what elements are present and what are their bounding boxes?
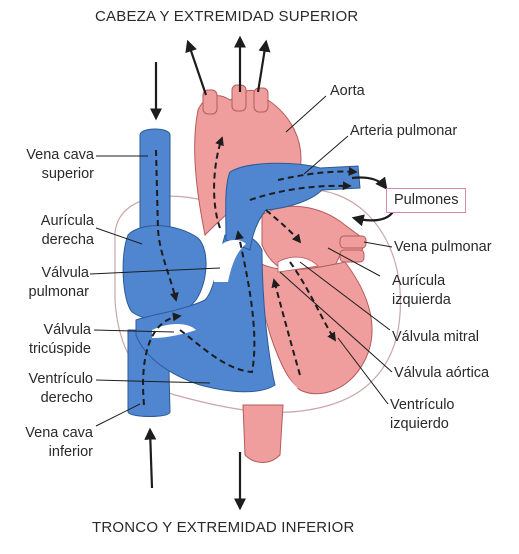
label-valvula-mitral: Válvula mitral [392,329,480,345]
leader-aorta [286,96,326,132]
label-auricula-derecha [41,212,94,250]
label-auricula-izquierda [392,272,451,310]
label-vena-cava-superior [26,146,94,184]
label-valvula-aortica: Válvula aórtica [394,365,490,381]
label-line: superior [41,166,94,182]
bottom-caption: TRONCO Y EXTREMIDAD INFERIOR [92,519,355,536]
superior-vena-cava [140,129,170,235]
top-caption: CABEZA Y EXTREMIDAD SUPERIOR [95,8,359,25]
arrow-from-trunk [150,430,152,488]
label-line: derecho [40,390,93,406]
label-vena-cava-inferior [25,424,93,462]
label-arteria-pulmonar: Arteria pulmonar [350,123,458,139]
label-valvula-pulmonar [29,264,89,302]
label-line: tricúspide [28,341,91,357]
label-ventriculo-izquierdo [390,396,455,434]
label-vena-pulmonar: Vena pulmonar [394,239,492,255]
label-aorta: Aorta [330,83,365,99]
label-line: Aurícula [392,273,446,289]
label-line: derecha [41,232,94,248]
label-line: Válvula [41,265,89,281]
label-line: izquierdo [390,416,449,432]
arrow-to-head-3 [258,42,266,92]
arrow-to-head-1 [188,42,206,95]
label-line: Vena cava [25,425,93,441]
label-ventriculo-derecho [29,370,94,408]
label-line: Aurícula [40,213,94,229]
label-line: Vena cava [26,147,94,163]
aorta-branch-3 [254,88,268,112]
label-line: pulmonar [28,284,89,300]
label-line: inferior [48,444,93,460]
label-line: Ventrículo [390,397,455,413]
pulmonary-vein-upper [340,236,366,248]
label-line: Ventrículo [28,371,93,387]
label-line: Válvula [43,322,91,338]
label-valvula-tricuspide [29,321,91,359]
descending-aorta [243,405,283,463]
label-pulmones: Pulmones [386,188,466,213]
label-line: izquierda [392,292,451,308]
